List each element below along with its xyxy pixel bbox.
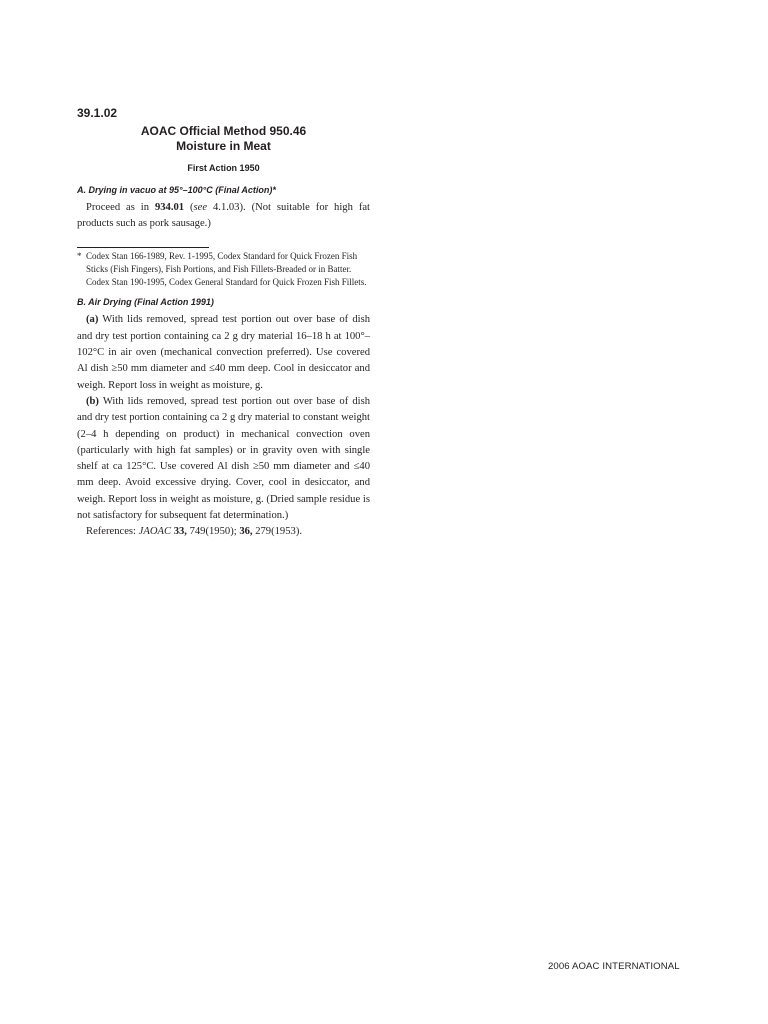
footnote-text: Codex Stan 166-1989, Rev. 1-1995, Codex Standard for Quick Frozen Fish Sticks (Fish Fingers), Fish Portions, and Fish Fillets-Breaded or in Batter. Codex Stan 190-1995, Codex General Standard for Quick Frozen Fish Fillets. (86, 250, 367, 288)
method-number: 39.1.02 (77, 106, 118, 120)
reference-volume-2: 36, (239, 526, 253, 538)
item-b-label: (b) (86, 395, 99, 407)
first-action-label: First Action 1950 (187, 163, 260, 173)
journal-name: JAOAC (138, 526, 172, 538)
section-a-paragraph (77, 200, 370, 233)
section-b-item-a (77, 312, 370, 393)
method-reference-link: 934.01 (154, 202, 185, 213)
section-a-heading: A. Drying in vacuo at 95°–100°C (Final Action)* (77, 185, 276, 195)
reference-cite-1: 749(1950); (186, 526, 240, 538)
section-a-paren: ( (184, 202, 194, 213)
method-title-line1: AOAC Official Method 950.46 (140, 124, 307, 138)
section-b-heading: B. Air Drying (Final Action 1991) (77, 297, 214, 308)
references-label: References: (86, 526, 139, 538)
reference-volume-1: 33, (173, 526, 187, 538)
see-word: see (193, 202, 208, 213)
footnote-divider (77, 247, 209, 248)
section-a-text-rest: 4.1.03). (Not suitable for high fat products such as pork sausage.) (77, 202, 370, 230)
item-a-label: (a) (86, 314, 99, 326)
item-a-text: With lids removed, spread test portion out over base of dish and dry test portion containing ca 2 g dry material 16–18 h at 100°–102°C in air oven (mechanical convection preferred). Use covered Al dish ≥50 mm diameter and ≤40 mm deep. Cool in desiccator and weigh. Report loss in weight as moisture, g. (77, 314, 370, 391)
page-footer: 2006 AOAC INTERNATIONAL (548, 961, 680, 972)
method-column (77, 106, 370, 541)
item-b-text: With lids removed, spread test portion out over base of dish and dry test portion containing ca 2 g dry material to constant weight (2–4 h depending on product) in mechanical convection oven (particularly with high fat samples) or in gravity oven with single shelf at ca 125°C. Use covered Al dish ≥50 mm diameter and ≤40 mm deep. Avoid excessive drying. Cover, cool in desiccator, and weigh. Report loss in weight as moisture, g. (Dried sample residue is not satisfactory for subsequent fat determination.) (77, 395, 370, 522)
section-b-item-b (77, 394, 370, 524)
footnote (77, 250, 370, 290)
method-title-line2: Moisture in Meat (176, 139, 271, 153)
footnote-marker: * (77, 250, 82, 261)
references (77, 524, 370, 540)
section-a-text-start: Proceed as in (86, 202, 155, 213)
method-title (77, 124, 370, 154)
reference-cite-2: 279(1953). (252, 526, 302, 538)
